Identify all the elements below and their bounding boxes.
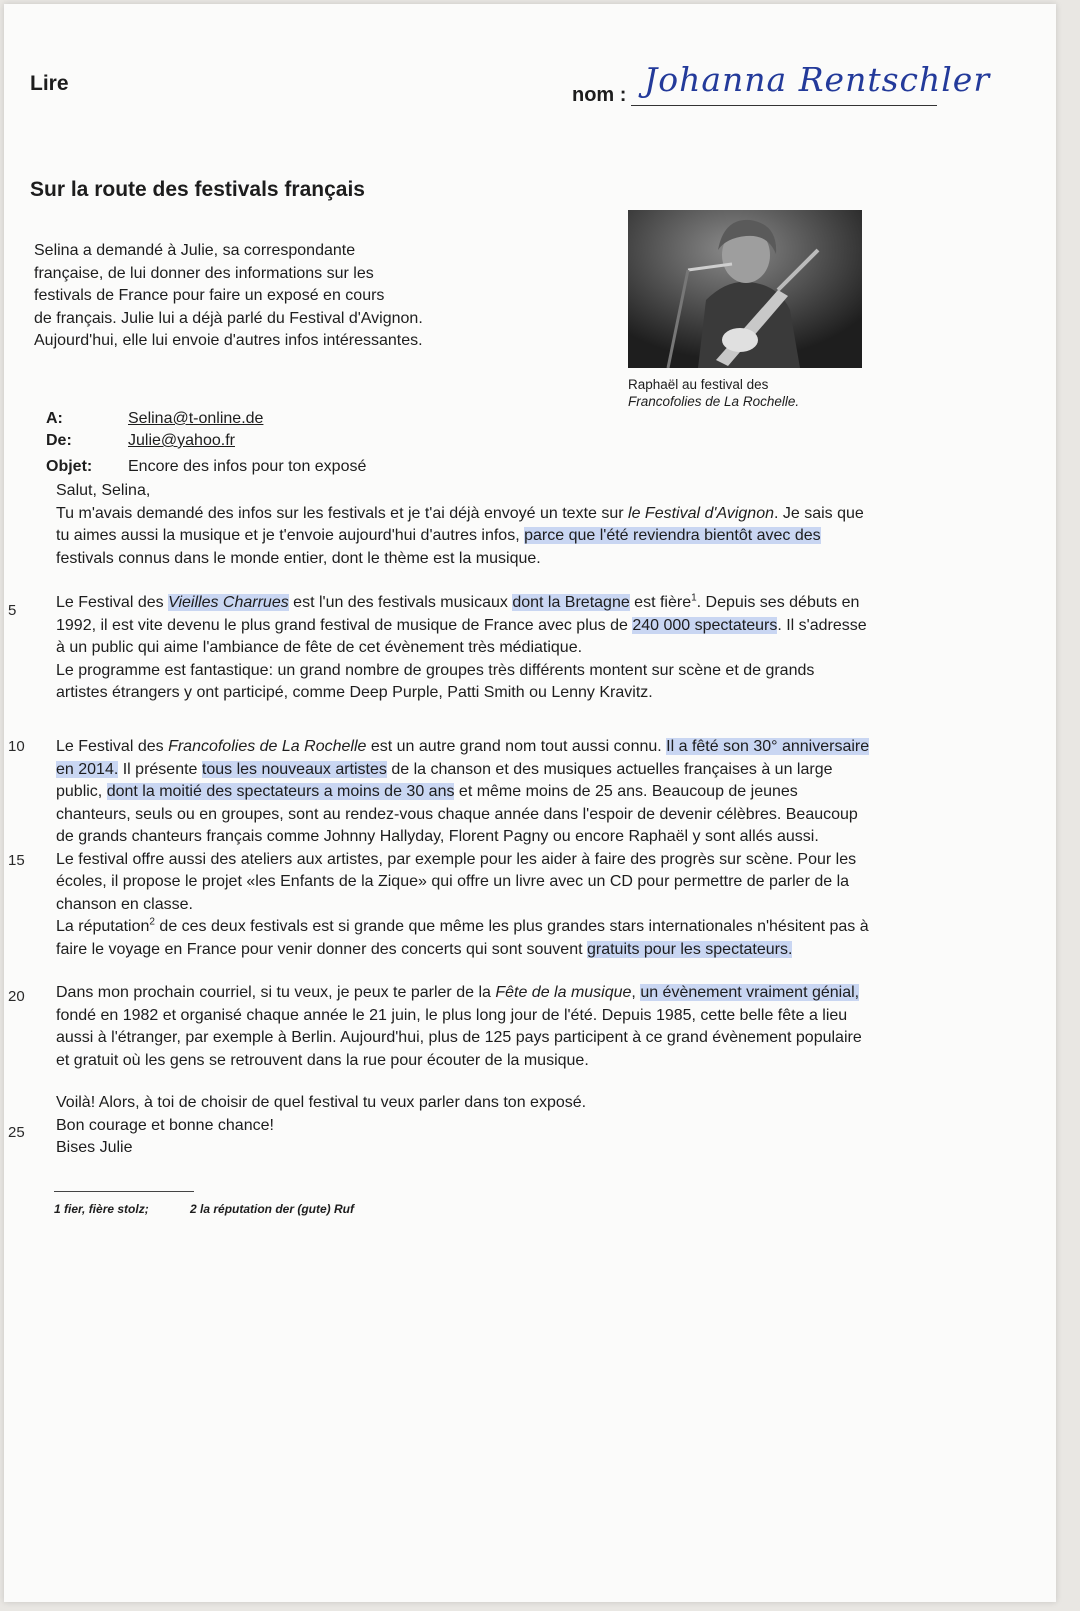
name-underline	[631, 105, 937, 106]
email-subject-label: Objet:	[46, 458, 93, 475]
paragraph-line: Le Festival des Francofolies de La Rochelle est un autre grand nom tout aussi connu. Il a fêté son 30° anniversaire	[56, 738, 870, 755]
name-label: nom :	[572, 84, 627, 106]
email-greeting-and-p1	[56, 480, 976, 570]
paragraph-line: fondé en 1982 et organisé chaque année le 21 juin, le plus long jour de l'été. Depuis 1985, cette belle fête a lieu	[56, 1006, 848, 1024]
paragraph-line: et gratuit où les gens se retrouvent dans la rue pour écouter de la musique.	[56, 1051, 589, 1069]
email-to-label: A:	[46, 410, 63, 427]
email-from-label: De:	[46, 432, 72, 449]
line-number: 20	[8, 988, 25, 1005]
page-title: Sur la route des festivals français	[30, 178, 365, 201]
intro-line: de français. Julie lui a déjà parlé du Festival d'Avignon.	[34, 309, 423, 327]
paragraph-line: aussi à l'étranger, par exemple à Berlin. Aujourd'hui, plus de 125 pays participent à ce grand évènement populaire	[56, 1029, 862, 1046]
worksheet-page	[4, 4, 1056, 1602]
paragraph-line: en 2014. Il présente tous les nouveaux artistes de la chanson et des musiques actuelles françaises à un large	[56, 760, 833, 778]
highlight: un évènement vraiment génial,	[640, 984, 860, 1001]
paragraph-line: tu aimes aussi la musique et je t'envoie aujourd'hui d'autres infos, parce que l'été reviendra bientôt avec des	[56, 527, 821, 544]
paragraph-line: Tu m'avais demandé des infos sur les festivals et je t'ai déjà envoyé un texte sur le Festival d'Avignon. Je sais que	[56, 504, 864, 522]
paragraph-line: écoles, il propose le projet «les Enfants de la Zique» qui offre un livre avec un CD pour permettre de parler de la	[56, 873, 850, 890]
paragraph-line: faire le voyage en France pour venir donner des concerts qui sont souvent gratuits pour les spectateurs.	[56, 940, 793, 958]
greeting: Salut, Selina,	[56, 482, 151, 499]
paragraph-line: festivals connus dans le monde entier, dont le thème est la musique.	[56, 549, 541, 567]
email-to-address[interactable]: Selina@t-online.de	[128, 410, 264, 427]
intro-line: française, de lui donner des informations sur les	[34, 264, 374, 282]
intro-text	[34, 240, 504, 353]
paragraph-line: public, dont la moitié des spectateurs a moins de 30 ans et même moins de 25 ans. Beaucoup de jeunes	[56, 783, 798, 800]
footnote-rule	[54, 1191, 194, 1192]
highlight: dont la Bretagne	[512, 594, 630, 611]
highlight: en 2014.	[56, 760, 119, 778]
section-label: Lire	[30, 72, 69, 95]
paragraph-line: Le festival offre aussi des ateliers aux artistes, par exemple pour les aider à faire des progrès sur scène. Pour les	[56, 850, 857, 868]
highlight: tous les nouveaux artistes	[201, 760, 387, 778]
paragraph-line: Le programme est fantastique: un grand nombre de groupes très différents montent sur scène et de grands	[56, 661, 815, 679]
paragraph-line: 1992, il est vite devenu le plus grand festival de musique de France avec plus de 240 000 spectateurs. Il s'adresse	[56, 616, 867, 634]
email-subject: Encore des infos pour ton exposé	[128, 458, 367, 475]
intro-line: festivals de France pour faire un exposé en cours	[34, 287, 385, 304]
paragraph-line: La réputation$^2$ de ces deux festivals est si grande que même les plus grandes stars internationales n'hésitent pas à	[56, 916, 869, 935]
photo-caption	[628, 376, 858, 410]
closing-line: Bon courage et bonne chance!	[56, 1116, 274, 1134]
paragraph-line: de grands chanteurs français comme Johnny Hallyday, Florent Pagny ou encore Raphaël y sont allés aussi.	[56, 828, 819, 845]
concert-photo	[628, 210, 862, 368]
paragraph-line: à un public qui aime l'ambiance de fête de cet évènement très médiatique.	[56, 639, 583, 656]
intro-line: Selina a demandé à Julie, sa correspondante	[34, 242, 356, 259]
handwritten-name: Johanna Rentschler	[644, 60, 991, 99]
caption-line-2: Francofolies de La Rochelle.	[628, 394, 800, 409]
closing-line: Voilà! Alors, à toi de choisir de quel festival tu veux parler dans ton exposé.	[56, 1094, 587, 1111]
email-from-address[interactable]: Julie@yahoo.fr	[128, 432, 235, 449]
highlight: dont la moitié des spectateurs a moins de 30 ans	[106, 783, 455, 800]
highlight: Il a fêté son 30° anniversaire	[666, 738, 870, 755]
caption-line-1: Raphaël au festival des	[628, 377, 769, 392]
paragraph-francofolies	[56, 736, 976, 961]
paragraph-vieilles-charrues	[56, 592, 976, 705]
paragraph-line: chanteurs, seuls ou en groupes, sont au rendez-vous chaque année dans l'espoir de devenir célèbres. Beaucoup	[56, 805, 858, 823]
paragraph-line: chanson en classe.	[56, 895, 193, 913]
intro-line: Aujourd'hui, elle lui envoie d'autres infos intéressantes.	[34, 332, 423, 349]
highlight: Vieilles Charrues	[168, 594, 289, 611]
highlight: parce que l'été reviendra bientôt avec des	[524, 527, 821, 544]
line-number: 25	[8, 1124, 25, 1141]
paragraph-line: artistes étrangers y ont participé, comme Deep Purple, Patti Smith ou Lenny Kravitz.	[56, 684, 653, 701]
paragraph-line: Dans mon prochain courriel, si tu veux, je peux te parler de la Fête de la musique, un évènement vraiment génial,	[56, 984, 860, 1001]
line-number: 15	[8, 852, 25, 869]
guitarist-image	[628, 210, 862, 368]
paragraph-line: Le Festival des Vieilles Charrues est l'un des festivals musicaux dont la Bretagne est fière$^1$. Depuis ses débuts en	[56, 592, 860, 611]
line-number: 10	[8, 738, 25, 755]
highlight: gratuits pour les spectateurs.	[586, 940, 793, 958]
highlight: 240 000 spectateurs	[632, 616, 778, 634]
email-closing	[56, 1092, 976, 1160]
footnote-1: 1 fier, fière stolz;	[54, 1202, 149, 1216]
footnote-2: 2 la réputation der (gute) Ruf	[190, 1202, 355, 1216]
line-number: 5	[8, 602, 17, 619]
paragraph-fete-musique	[56, 982, 976, 1072]
closing-line: Bises Julie	[56, 1139, 133, 1156]
